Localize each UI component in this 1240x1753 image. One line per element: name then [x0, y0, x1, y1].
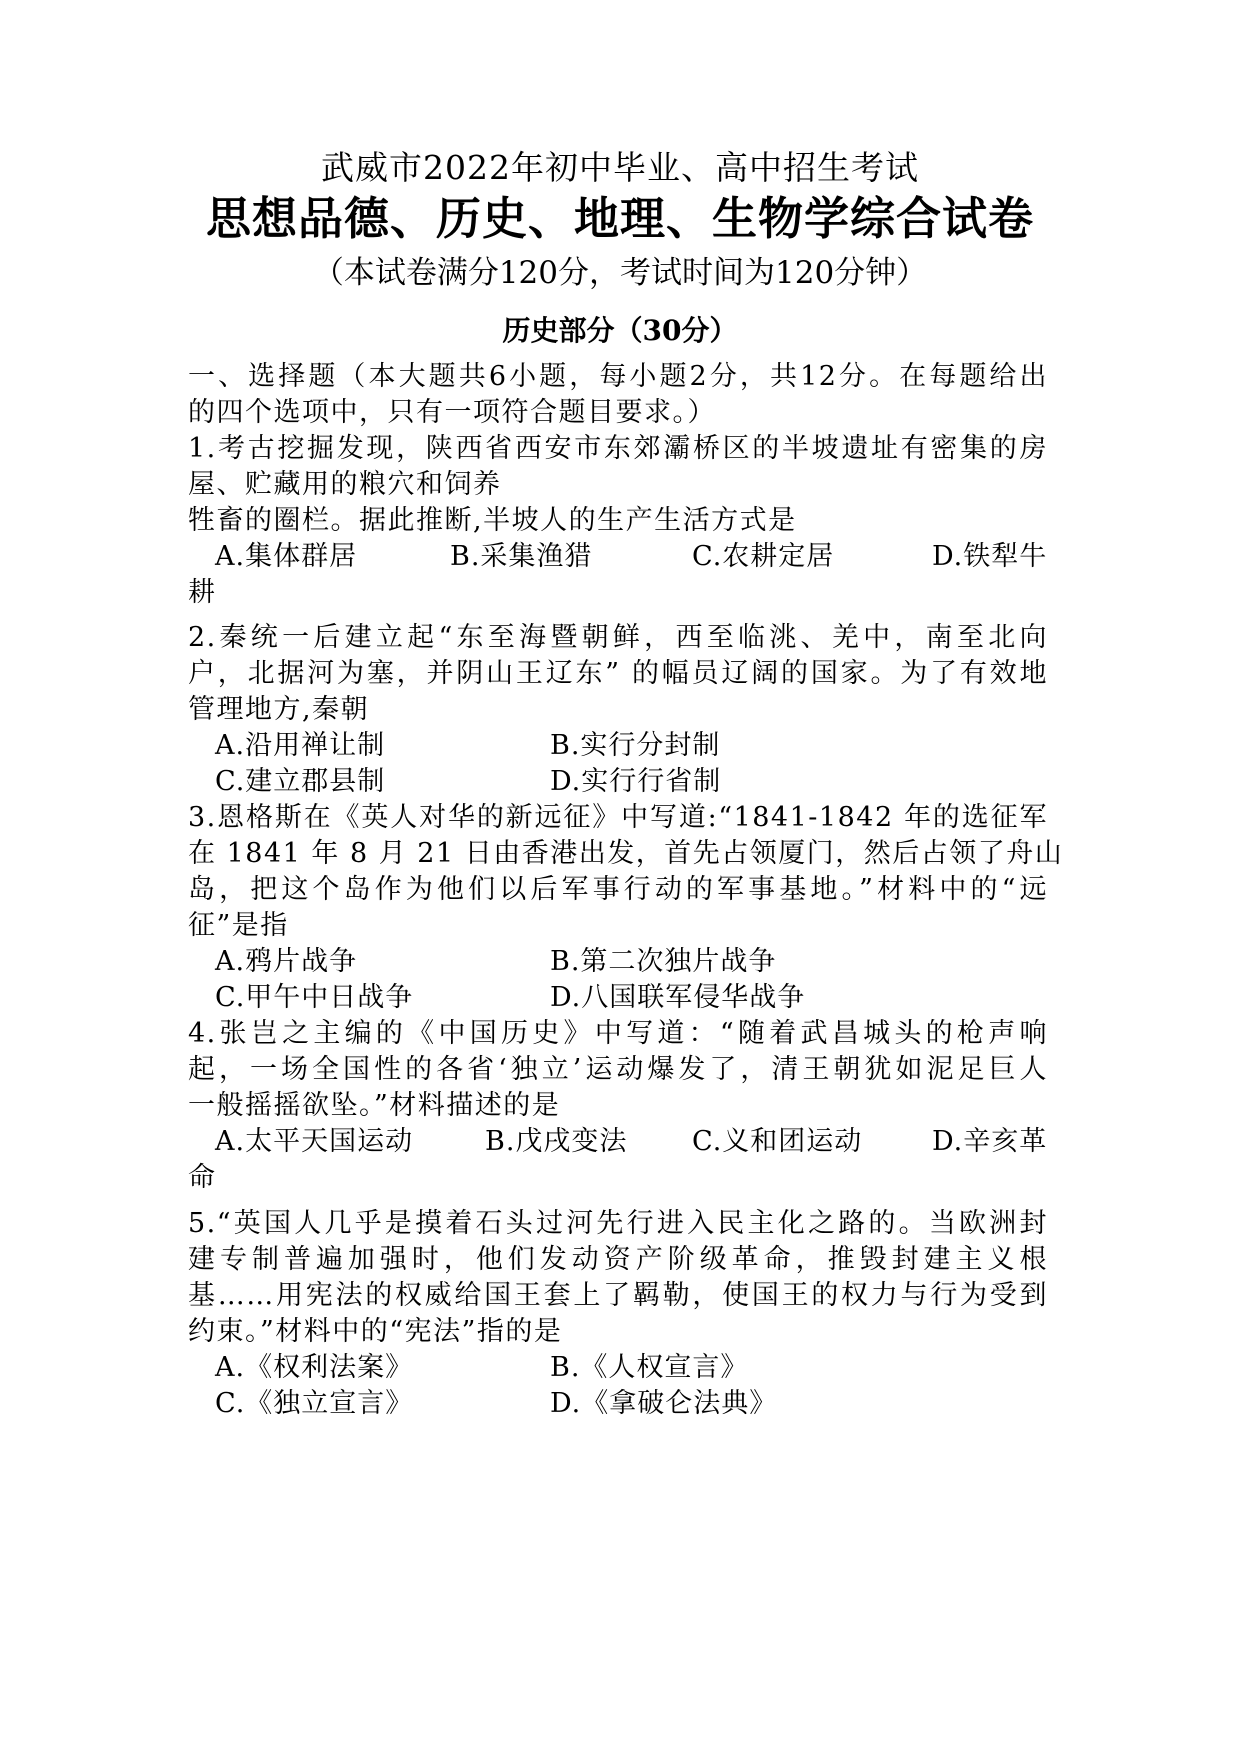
question-5-option-c: C.《独立宣言》 — [215, 1388, 414, 1419]
question-3-line — [188, 837, 1064, 871]
question-3-option-d: D.八国联军侵华战争 — [550, 982, 806, 1013]
question-4-option-d: D.辛亥革 — [932, 1126, 1048, 1157]
question-text: 建专制普遍加强时，他们发动资产阶级革命，推毁封建主义根 — [188, 1244, 1048, 1275]
question-2-option-c: C.建立郡县制 — [215, 766, 386, 797]
question-1-option-d: D.铁犁牛 — [932, 541, 1048, 572]
question-3-line: 征”是指 — [188, 910, 289, 941]
question-5-line — [188, 1243, 1048, 1277]
section-title: 历史部分（30分） — [502, 314, 738, 347]
question-text: 2.秦统一后建立起“东至海暨朝鲜，西至临洮、羌中，南至北向 — [188, 622, 1048, 653]
question-text: 4.张岂之主编的《中国历史》中写道：“随着武昌城头的枪声响 — [188, 1018, 1048, 1049]
instructions-line: 的四个选项中，只有一项符合题目要求。） — [188, 397, 716, 428]
instructions-text: 一、选择题（本大题共6小题，每小题2分，共12分。在每题给出 — [188, 361, 1048, 392]
question-text: 起，一场全国性的各省‘独立’运动爆发了，清王朝犹如泥足巨人 — [188, 1054, 1048, 1085]
question-4-line — [188, 1017, 1048, 1051]
question-4-option-c: C.义和团运动 — [692, 1126, 863, 1157]
question-text: 户，北据河为塞，并阴山王辽东” 的幅员辽阔的国家。为了有效地 — [188, 658, 1048, 689]
question-4-option-b: B.戊戌变法 — [485, 1126, 628, 1157]
question-5-line — [188, 1279, 1048, 1313]
question-1-line — [188, 432, 1048, 466]
question-1-option-b: B.采集渔猎 — [450, 541, 593, 572]
question-5-option-a: A.《权利法案》 — [215, 1352, 414, 1383]
question-2-option-d: D.实行行省制 — [550, 766, 722, 797]
question-3-option-c: C.甲午中日战争 — [215, 982, 414, 1013]
question-2-line — [188, 621, 1048, 655]
question-2-line — [188, 657, 1048, 691]
question-1-option-c: C.农耕定居 — [692, 541, 835, 572]
instructions-line — [188, 360, 1048, 394]
question-5-option-b: B.《人权宣言》 — [550, 1352, 749, 1383]
question-text: 基……用宪法的权威给国王套上了羁勒，使国王的权力与行为受到 — [188, 1280, 1048, 1311]
question-3-line — [188, 801, 1048, 835]
question-4-option-a: A.太平天国运动 — [215, 1126, 414, 1157]
question-2-option-b: B.实行分封制 — [550, 730, 721, 761]
question-5-line: 约束。”材料中的“宪法”指的是 — [188, 1316, 563, 1347]
question-text: 1.考古挖掘发现，陕西省西安市东郊灞桥区的半坡遗址有密集的房 — [188, 433, 1048, 464]
question-text: 在 1841 年 8 月 21 日由香港出发，首先占领厦门，然后占领了舟山 — [188, 838, 1064, 869]
question-5-option-d: D.《拿破仑法典》 — [550, 1388, 778, 1419]
question-1-line: 屋、贮藏用的粮穴和饲养 — [188, 469, 502, 500]
question-1-option-a: A.集体群居 — [215, 541, 358, 572]
question-2-option-a: A.沿用禅让制 — [215, 730, 386, 761]
question-text: 5.“英国人几乎是摸着石头过河先行进入民主化之路的。当欧洲封 — [188, 1208, 1048, 1239]
question-1-option-d-continued: 耕 — [188, 577, 217, 608]
exam-note: （本试卷满分120分，考试时间为120分钟） — [312, 255, 928, 291]
question-4-line: 一般摇摇欲坠。”材料描述的是 — [188, 1090, 561, 1121]
question-3-option-b: B.第二次独片战争 — [550, 946, 777, 977]
question-3-option-a: A.鸦片战争 — [215, 946, 358, 977]
question-text: 岛，把这个岛作为他们以后军事行动的军事基地。”材料中的“远 — [188, 874, 1048, 905]
question-4-option-d-continued: 命 — [188, 1162, 217, 1193]
exam-line: 武威市2022年初中毕业、高中招生考试 — [321, 148, 919, 187]
question-3-line — [188, 873, 1048, 907]
question-4-line — [188, 1053, 1048, 1087]
question-2-line: 管理地方,秦朝 — [188, 694, 370, 725]
question-1-line: 牲畜的圈栏。据此推断,半坡人的生产生活方式是 — [188, 505, 797, 536]
paper-title: 思想品德、历史、地理、生物学综合试卷 — [205, 192, 1034, 245]
question-5-line — [188, 1207, 1048, 1241]
question-text: 3.恩格斯在《英人对华的新远征》中写道:“1841-1842 年的选征军 — [188, 802, 1048, 833]
